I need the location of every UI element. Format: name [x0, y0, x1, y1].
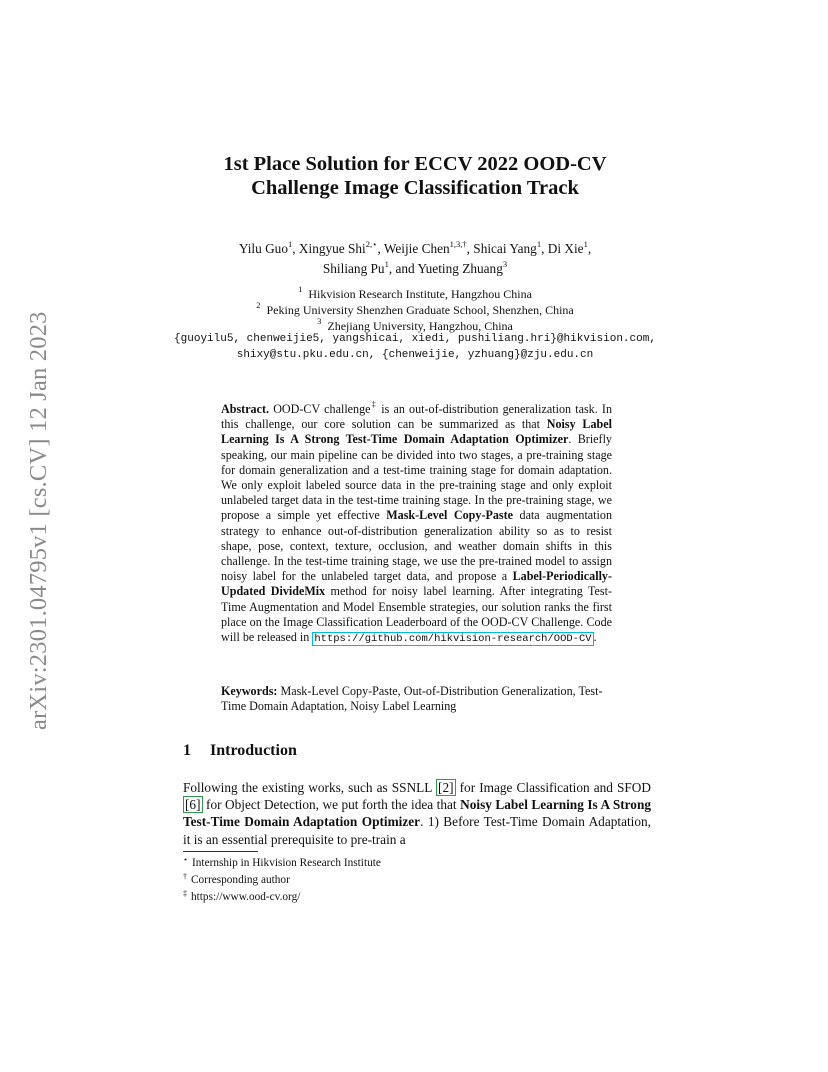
code-url-link[interactable]: https://github.com/hikvision-research/OOD-CV	[314, 633, 592, 646]
footnote-text: Internship in Hikvision Research Institute	[192, 857, 381, 869]
affiliation-mark: 3	[317, 316, 322, 326]
intro-text: . 1) Before Test-Time Domain Adaptation, it is an essential prerequisite to pre-train a	[183, 814, 651, 847]
footnote-ref[interactable]: ‡	[370, 398, 378, 409]
intro-emphasis: Noisy Label Learning Is A Strong Test-Time Domain Adaptation Optimizer	[183, 797, 652, 830]
email-list	[150, 331, 680, 363]
citation-link[interactable]: [2]	[438, 780, 454, 795]
citation-link[interactable]: [6]	[185, 797, 201, 813]
author-name: Shiliang Pu	[322, 261, 385, 276]
title-line-2: Challenge Image Classification Track	[251, 177, 579, 199]
author-separator: ,	[541, 241, 548, 256]
footnote-mark: ⋆	[183, 855, 189, 864]
author-list	[150, 239, 680, 279]
author-affil-mark: 3	[502, 258, 508, 269]
author-separator: ,	[466, 241, 474, 256]
abstract-text: data augmentation strategy to enhance out-of-distribution generalization ability so as to resist shape, pose, context, texture, occlusion, and weather domain shifts in this challenge. In the test-time training stage, we use the pre-trained model to assign noisy label for the unlabeled target data, and propose a	[221, 508, 612, 584]
affiliation-text: Zhejiang University, Hangzhou, China	[327, 319, 513, 333]
footnote-item	[183, 872, 651, 889]
intro-paragraph	[183, 779, 651, 848]
paper-title	[150, 152, 680, 200]
author-separator: ,	[587, 241, 592, 256]
affiliation-list	[150, 286, 680, 334]
author-name: Shicai Yang	[473, 241, 537, 256]
author-affil-mark: 1	[384, 258, 389, 269]
footnote-item	[183, 889, 651, 906]
author-line-1	[150, 239, 680, 259]
arxiv-identifier: arXiv:2301.04795v1 [cs.CV] 12 Jan 2023	[25, 311, 52, 730]
author-name: Yilu Guo	[238, 241, 288, 256]
abstract-emphasis: Mask-Level Copy-Paste	[386, 508, 514, 523]
title-line-1: 1st Place Solution for ECCV 2022 OOD-CV	[223, 153, 607, 175]
abstract-text: OOD-CV challenge	[269, 402, 371, 416]
footnote-divider	[183, 851, 258, 852]
abstract-emphasis: Label-Periodically-Updated DivideMix	[221, 569, 612, 599]
author-name: Weijie Chen	[383, 241, 450, 256]
author-affil-mark: 1	[287, 238, 293, 249]
footnote-item	[183, 855, 651, 872]
abstract-text: .	[593, 630, 597, 645]
author-separator: ,	[292, 241, 299, 256]
intro-text: Following the existing works, such as SSNLL	[183, 780, 437, 795]
author-affil-mark: 2,⋆	[365, 238, 378, 249]
keywords-label: Keywords:	[221, 684, 278, 698]
footnote-url-link[interactable]: https://www.ood-cv.org/	[191, 891, 301, 903]
abstract	[221, 398, 612, 647]
intro-text: for Object Detection, we put forth the idea that	[202, 797, 461, 813]
author-name: Yueting Zhuang	[417, 261, 503, 276]
affiliation-text: Peking University Shenzhen Graduate School, Shenzhen, China	[266, 303, 574, 317]
keywords	[221, 684, 621, 714]
keywords-text: Mask-Level Copy-Paste, Out-of-Distribution Generalization, Test-Time Domain Adaptation, Noisy Label Learning	[221, 684, 603, 714]
abstract-label: Abstract.	[221, 402, 270, 416]
abstract-text: is an out-of-distribution generalization task. In this challenge, our core solution can be summarized as that	[221, 402, 612, 432]
footnote-mark: ‡	[183, 889, 187, 898]
intro-text: for Image Classification and SFOD	[455, 780, 651, 795]
affiliation-text: Hikvision Research Institute, Hangzhou China	[308, 287, 532, 301]
abstract-text: method for noisy label learning. After integrating Test-Time Augmentation and Model Ensemble strategies, our solution ranks the first place on the Image Classification Leaderboard of the OOD-CV Challenge. Code will be released in	[221, 584, 612, 645]
section-number: 1	[183, 742, 191, 759]
footnote-text: Corresponding author	[191, 874, 290, 886]
footnote-list	[183, 855, 651, 906]
section-title: Introduction	[210, 742, 297, 759]
abstract-text: . Briefly speaking, our main pipeline can be divided into two stages, a pre-training stage for domain generalization and a test-time training stage for domain adaptation. We only exploit labeled source data in the pre-training stage and only exploit unlabeled target data in the test-time training stage. In the pre-training stage, we propose a simple yet effective	[221, 432, 612, 523]
affiliation-mark: 1	[298, 284, 303, 294]
affiliation-item	[150, 302, 680, 318]
author-separator: ,	[377, 241, 384, 256]
author-line-2	[150, 259, 680, 279]
abstract-emphasis: Noisy Label Learning Is A Strong Test-Time Domain Adaptation Optimizer	[221, 417, 612, 447]
footnote-mark: †	[183, 872, 187, 881]
author-affil-mark: 1	[583, 238, 588, 249]
author-name: Xingyue Shi	[298, 241, 366, 256]
email-line-1: {guoyilu5, chenweijie5, yangshicai, xiedi, pushiliang.hri}@hikvision.com,	[174, 333, 656, 345]
author-separator: , and	[388, 261, 418, 276]
affiliation-item	[150, 286, 680, 302]
author-affil-mark: 1	[536, 238, 542, 249]
author-affil-mark: 1,3,†	[449, 238, 467, 249]
author-name: Di Xie	[547, 241, 584, 256]
affiliation-mark: 2	[256, 300, 261, 310]
section-heading	[183, 742, 297, 760]
email-line-2: shixy@stu.pku.edu.cn, {chenweijie, yzhuang}@zju.edu.cn	[236, 349, 594, 361]
